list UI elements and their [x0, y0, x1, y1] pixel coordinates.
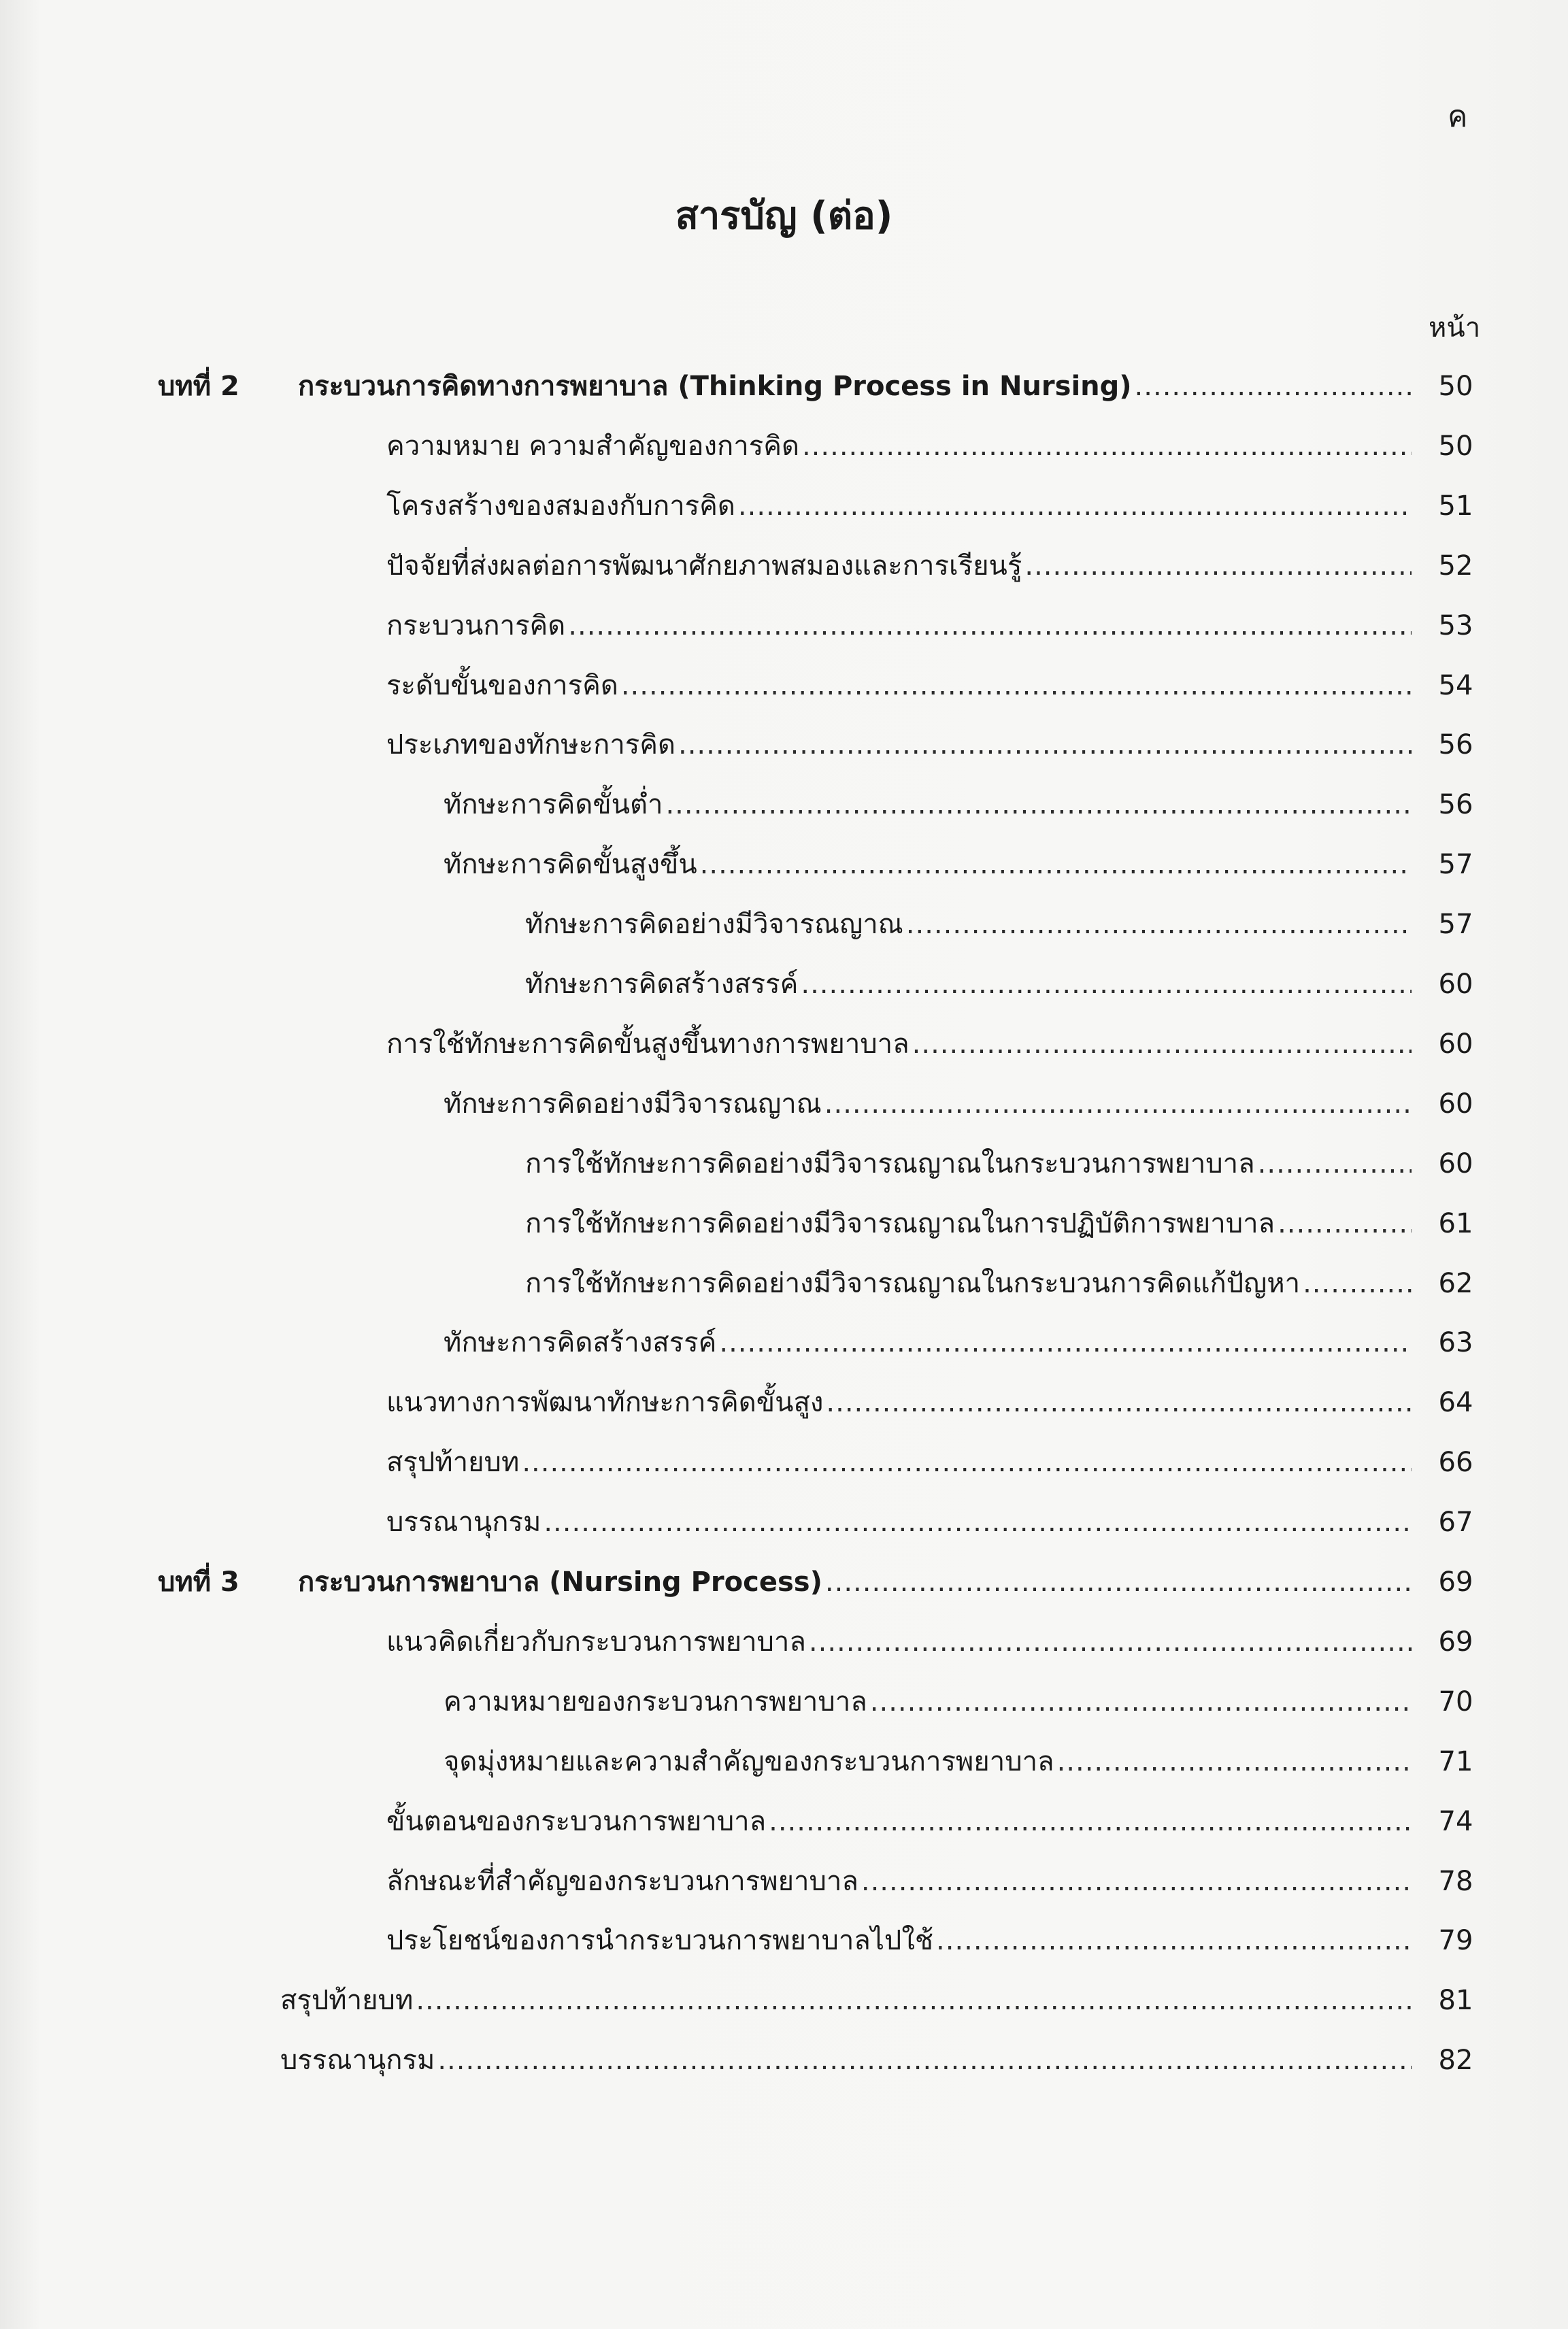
toc-entry-body — [386, 665, 1412, 706]
page-number: 70 — [1438, 1686, 1473, 1718]
toc-entry-body — [386, 1442, 1412, 1483]
toc-entry-row — [0, 904, 1568, 945]
section-title: แนวคิดเกี่ยวกับกระบวนการพยาบาล — [386, 1626, 806, 1658]
toc-entry-row — [0, 1801, 1568, 1842]
page-number: 56 — [1438, 729, 1473, 761]
toc-entry-body — [386, 1920, 1412, 1961]
page-number: 63 — [1438, 1327, 1473, 1359]
toc-entry-row — [0, 1203, 1568, 1244]
section-title: ทักษะการคิดขั้นต่ำ — [444, 789, 663, 821]
page-number: 62 — [1438, 1267, 1473, 1299]
chapter-number: บทที่ 3 — [158, 1566, 239, 1598]
dot-leader — [678, 724, 1412, 765]
dot-leader — [809, 1622, 1412, 1662]
page-number: 69 — [1438, 1626, 1473, 1658]
section-title: ประเภทของทักษะการคิด — [386, 729, 675, 761]
toc-entry-row — [0, 2040, 1568, 2081]
toc-entry-body — [386, 546, 1412, 586]
toc-entry-body — [386, 1382, 1412, 1423]
toc-entry-row — [0, 1263, 1568, 1304]
toc-entry-row — [0, 1502, 1568, 1543]
page-number: 60 — [1438, 969, 1473, 1000]
section-title: การใช้ทักษะการคิดอย่างมีวิจารณญาณในการปฏิบัติการพยาบาล — [525, 1207, 1275, 1239]
toc-entry-row — [0, 1322, 1568, 1363]
dot-leader — [936, 1920, 1412, 1961]
section-title: กระบวนการคิด — [386, 609, 566, 641]
section-title: ทักษะการคิดสร้างสรรค์ — [444, 1327, 717, 1359]
section-title: ความหมาย ความสำคัญของการคิด — [386, 430, 799, 462]
page-number: 50 — [1438, 430, 1473, 462]
section-title: ทักษะการคิดขั้นสูงขึ้น — [444, 849, 697, 881]
toc-entry-body — [386, 724, 1412, 765]
toc-entry-row — [0, 1861, 1568, 1902]
page-number: 81 — [1438, 1985, 1473, 2017]
page-column-header: หน้า — [1429, 312, 1481, 344]
section-title: สรุปท้ายบท — [280, 1985, 414, 2017]
page-number: 54 — [1438, 669, 1473, 701]
toc-entry-body — [444, 1741, 1412, 1782]
toc-entry-row — [0, 1382, 1568, 1423]
toc-title: สารบัญ (ต่อ) — [675, 194, 893, 238]
dot-leader — [544, 1502, 1412, 1543]
dot-leader — [906, 904, 1412, 945]
toc-chapter-row — [0, 1562, 1568, 1603]
dot-leader — [801, 964, 1412, 1005]
dot-leader — [416, 1980, 1412, 2021]
page-number: 60 — [1438, 1088, 1473, 1120]
toc-entry-body — [525, 964, 1412, 1005]
toc-entry-body — [280, 1980, 1412, 2021]
page-number: 57 — [1438, 909, 1473, 941]
section-title: ปัจจัยที่ส่งผลต่อการพัฒนาศักยภาพสมองและการเรียนรู้ — [386, 550, 1022, 582]
page-number: 50 — [1438, 371, 1473, 402]
section-title: การใช้ทักษะการคิดอย่างมีวิจารณญาณในกระบวนการพยาบาล — [525, 1147, 1255, 1179]
dot-leader — [1024, 546, 1412, 586]
dot-leader — [912, 1024, 1412, 1065]
dot-leader — [870, 1681, 1412, 1722]
dot-leader — [1278, 1203, 1412, 1244]
toc-entry-row — [0, 964, 1568, 1005]
page-number: 67 — [1438, 1507, 1473, 1539]
dot-leader — [1258, 1143, 1412, 1184]
chapter-title: กระบวนการคิดทางการพยาบาล (Thinking Process in Nursing) — [298, 371, 1132, 402]
toc-entry-body — [525, 1263, 1412, 1304]
page-number: 56 — [1438, 789, 1473, 821]
toc-entry-row — [0, 844, 1568, 885]
page-number: 64 — [1438, 1387, 1473, 1419]
page-number: 74 — [1438, 1805, 1473, 1837]
section-title: แนวทางการพัฒนาทักษะการคิดขั้นสูง — [386, 1387, 824, 1419]
section-title: ประโยชน์ของการนำกระบวนการพยาบาลไปใช้ — [386, 1925, 934, 1957]
page-number: 57 — [1438, 849, 1473, 881]
toc-entry-body — [444, 1084, 1412, 1124]
page-number: 69 — [1438, 1566, 1473, 1598]
toc-entry-row — [0, 1741, 1568, 1782]
toc-entry-body — [444, 1322, 1412, 1363]
page-number: 60 — [1438, 1147, 1473, 1179]
toc-entry-row — [0, 605, 1568, 646]
page-number: 51 — [1438, 490, 1473, 522]
toc-entry-row — [0, 1024, 1568, 1065]
dot-leader — [824, 1084, 1412, 1124]
toc-entry-body — [386, 1861, 1412, 1902]
toc-entry-row — [0, 1143, 1568, 1184]
dot-leader — [1135, 366, 1412, 407]
dot-leader — [769, 1801, 1412, 1842]
section-title: สรุปท้ายบท — [386, 1447, 520, 1479]
dot-leader — [621, 665, 1412, 706]
toc-entry-row — [0, 724, 1568, 765]
toc-entry-body — [298, 1562, 1412, 1603]
page-number: 53 — [1438, 609, 1473, 641]
dot-leader — [825, 1562, 1412, 1603]
toc-entry-row — [0, 546, 1568, 586]
dot-leader — [719, 1322, 1412, 1363]
dot-leader — [861, 1861, 1412, 1902]
toc-entry-body — [525, 904, 1412, 945]
chapter-title: กระบวนการพยาบาล (Nursing Process) — [298, 1566, 822, 1598]
dot-leader — [665, 784, 1412, 825]
page-number: 61 — [1438, 1207, 1473, 1239]
page-number: 52 — [1438, 550, 1473, 582]
dot-leader — [1057, 1741, 1412, 1782]
toc-entry-body — [525, 1143, 1412, 1184]
toc-entry-body — [386, 426, 1412, 467]
chapter-number: บทที่ 2 — [158, 371, 239, 402]
toc-entry-body — [386, 1622, 1412, 1662]
toc-entry-body — [386, 486, 1412, 526]
dot-leader — [437, 2040, 1412, 2081]
toc-entry-body — [386, 605, 1412, 646]
dot-leader — [522, 1442, 1412, 1483]
page-number: 66 — [1438, 1447, 1473, 1479]
toc-entry-body — [444, 784, 1412, 825]
section-title: ทักษะการคิดอย่างมีวิจารณญาณ — [525, 909, 903, 941]
page-number-letter: ค — [1448, 99, 1468, 134]
section-title: บรรณานุกรม — [386, 1507, 541, 1539]
page-number: 82 — [1438, 2045, 1473, 2077]
toc-entry-row — [0, 665, 1568, 706]
dot-leader — [802, 426, 1412, 467]
toc-entry-row — [0, 486, 1568, 526]
dot-leader — [1303, 1263, 1412, 1304]
toc-entry-row — [0, 1920, 1568, 1961]
toc-entry-row — [0, 1084, 1568, 1124]
section-title: ความหมายของกระบวนการพยาบาล — [444, 1686, 867, 1718]
section-title: จุดมุ่งหมายและความสำคัญของกระบวนการพยาบาล — [444, 1745, 1054, 1777]
toc-entry-body — [386, 1801, 1412, 1842]
section-title: บรรณานุกรม — [280, 2045, 435, 2077]
page-number: 78 — [1438, 1865, 1473, 1897]
toc-entry-body — [444, 1681, 1412, 1722]
toc-entry-row — [0, 784, 1568, 825]
toc-entry-row — [0, 1442, 1568, 1483]
section-title: ทักษะการคิดอย่างมีวิจารณญาณ — [444, 1088, 822, 1120]
section-title: ลักษณะที่สำคัญของกระบวนการพยาบาล — [386, 1865, 858, 1897]
toc-entry-row — [0, 426, 1568, 467]
page-number: 60 — [1438, 1028, 1473, 1060]
toc-entry-body — [444, 844, 1412, 885]
toc-entry-body — [386, 1502, 1412, 1543]
section-title: การใช้ทักษะการคิดอย่างมีวิจารณญาณในกระบวนการคิดแก้ปัญหา — [525, 1267, 1301, 1299]
section-title: การใช้ทักษะการคิดขั้นสูงขึ้นทางการพยาบาล — [386, 1028, 910, 1060]
dot-leader — [738, 486, 1412, 526]
toc-entry-body — [298, 366, 1412, 407]
toc-entry-body — [386, 1024, 1412, 1065]
section-title: ระดับขั้นของการคิด — [386, 669, 618, 701]
toc-chapter-row — [0, 366, 1568, 407]
section-title: ขั้นตอนของกระบวนการพยาบาล — [386, 1805, 767, 1837]
toc-entry-row — [0, 1622, 1568, 1662]
dot-leader — [700, 844, 1412, 885]
page-number: 71 — [1438, 1745, 1473, 1777]
section-title: โครงสร้างของสมองกับการคิด — [386, 490, 735, 522]
toc-entry-body — [525, 1203, 1412, 1244]
toc-entry-body — [280, 2040, 1412, 2081]
toc-entry-row — [0, 1980, 1568, 2021]
toc-entry-row — [0, 1681, 1568, 1722]
dot-leader — [568, 605, 1412, 646]
section-title: ทักษะการคิดสร้างสรรค์ — [525, 969, 799, 1000]
page-number: 79 — [1438, 1925, 1473, 1957]
dot-leader — [826, 1382, 1412, 1423]
